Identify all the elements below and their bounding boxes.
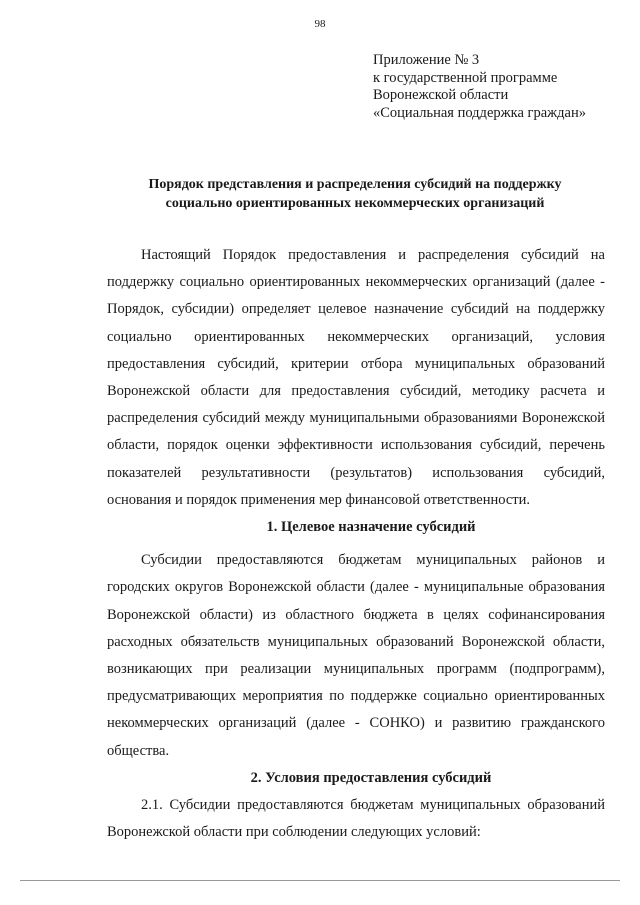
document-title-line-1: Порядок представления и распределения субсидий на поддержку	[148, 177, 562, 192]
appendix-line-3: Воронежской области	[373, 87, 509, 103]
document-title	[90, 175, 620, 213]
appendix-block	[373, 52, 586, 122]
footer-divider	[20, 880, 620, 881]
document-body	[107, 242, 605, 846]
section-2-heading: 2. Условия предоставления субсидий	[250, 769, 492, 786]
page-number: 98	[314, 18, 326, 30]
intro-paragraph: Настоящий Порядок предоставления и распределения субсидий на поддержку социально ориентированных некоммерческих организаций (далее - Порядок, субсидии) определяет целевое назначение субсидий на поддержку социально ориентированных некоммерческих организаций, условия предоставления субсидий, критерии отбора муниципальных образований Воронежской области для предоставления субсидий, методику расчета и распределения субсидий между муниципальными образованиями Воронежской области, порядок оценки эффективности использования субсидий, перечень показателей результативности (результатов) использования субсидий, основания и порядок применения мер финансовой ответственности.	[107, 247, 605, 508]
appendix-line-2: к государственной программе	[373, 69, 558, 86]
appendix-line-1: Приложение № 3	[373, 52, 480, 68]
section-2-paragraph: 2.1. Субсидии предоставляются бюджетам муниципальных образований Воронежской области при соблюдении следующих условий:	[107, 797, 605, 841]
section-1-paragraph: Субсидии предоставляются бюджетам муниципальных районов и городских округов Воронежской области (далее - муниципальные образования Воронежской области) из областного бюджета в целях софинансирования расходных обязательств муниципальных образований Воронежской области, возникающих при реализации муниципальных программ (подпрограмм), предусматривающих мероприятия по поддержке социально ориентированных некоммерческих организаций (далее - СОНКО) и развитию гражданского общества.	[107, 552, 605, 759]
appendix-line-4: «Социальная поддержка граждан»	[373, 104, 587, 121]
section-1-heading: 1. Целевое назначение субсидий	[266, 519, 476, 536]
document-title-line-2: социально ориентированных некоммерческих организаций	[165, 196, 545, 211]
